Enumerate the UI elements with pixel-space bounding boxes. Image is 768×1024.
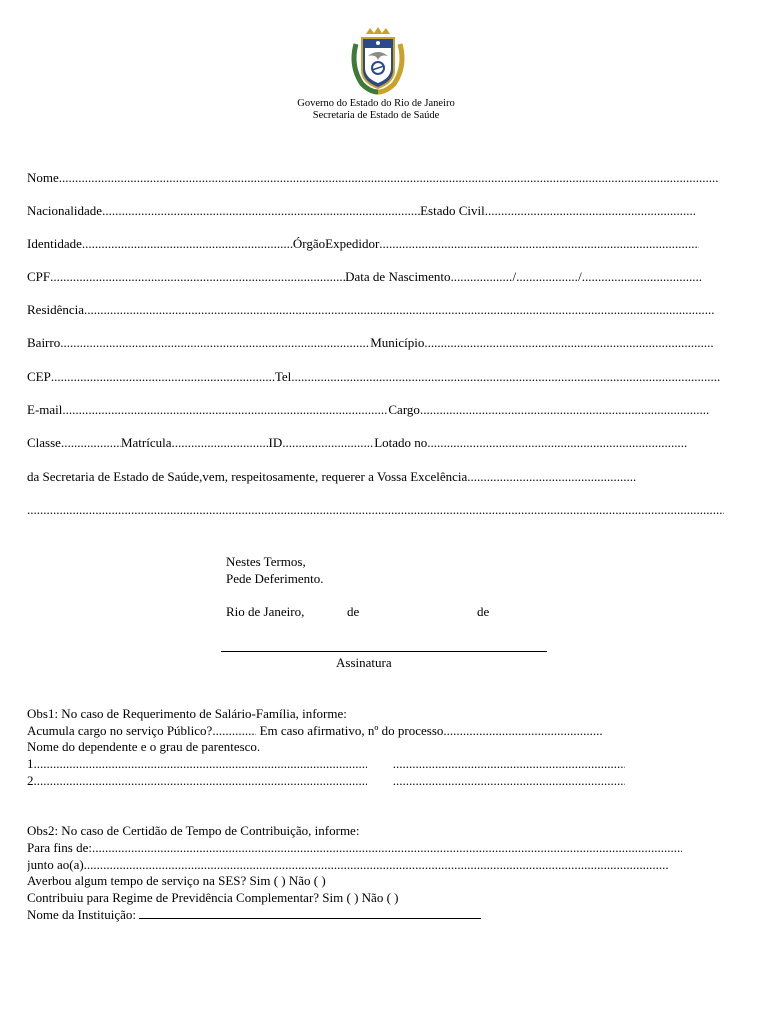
- obs2-instituicao-label: Nome da Instituição:: [27, 907, 140, 922]
- matricula-label: Matrícula: [120, 435, 172, 450]
- identidade-row[interactable]: [27, 235, 724, 252]
- requerimento-continuation[interactable]: [27, 501, 724, 518]
- municipio-label: Município: [370, 335, 425, 350]
- cpf-row[interactable]: CPF..... Data de Nascimento..... /..... /.....: [27, 268, 724, 285]
- nacionalidade-row[interactable]: [27, 202, 724, 219]
- cep-row[interactable]: [27, 368, 724, 385]
- data-nascimento-label: Data de Nascimento: [345, 269, 451, 284]
- obs2-instituicao-line[interactable]: [139, 907, 481, 919]
- signature-line[interactable]: [221, 651, 547, 652]
- obs1-title: Obs1: No caso de Requerimento de Salário-Família, informe:: [27, 706, 347, 721]
- obs2-contribuiu[interactable]: Contribuiu para Regime de Previdência Complementar? Sim ( ) Não ( ): [27, 890, 399, 905]
- obs2-instituicao-row[interactable]: [27, 907, 481, 923]
- obs1-item-1-number: 1.: [27, 756, 37, 771]
- state-coat-of-arms-icon: [348, 26, 408, 96]
- estado-civil-label: Estado Civil: [420, 203, 485, 218]
- id-label: ID: [268, 435, 283, 450]
- classe-label: Classe: [27, 435, 61, 450]
- tel-label: Tel: [274, 369, 292, 384]
- obs2-junto-label: junto ao(a): [27, 857, 84, 872]
- cargo-label: Cargo: [388, 402, 420, 417]
- residencia-field[interactable]: [27, 301, 724, 318]
- header-government: Governo do Estado do Rio de Janeiro: [297, 98, 455, 109]
- pede-deferimento: Pede Deferimento.: [226, 571, 324, 586]
- local-data-de-2: de: [477, 604, 490, 619]
- cep-label: CEP: [27, 369, 51, 384]
- obs1-acumula-row[interactable]: [27, 722, 697, 739]
- bairro-label: Bairro: [27, 335, 61, 350]
- obs1-acumula-label: Acumula cargo no serviço Público?: [27, 723, 213, 738]
- orgao-expedidor-label: ÓrgãoExpedidor: [292, 236, 380, 251]
- nome-label: Nome: [27, 170, 59, 185]
- bairro-row[interactable]: [27, 334, 724, 351]
- obs1-dependente-label: Nome do dependente e o grau de parentesco.: [27, 739, 261, 754]
- email-label: E-mail: [27, 402, 63, 417]
- obs2-para-fins-row[interactable]: [27, 839, 687, 856]
- local-data-city: Rio de Janeiro,: [226, 604, 305, 619]
- email-row[interactable]: [27, 401, 724, 418]
- requerimento-row[interactable]: [27, 468, 724, 485]
- identidade-label: Identidade: [27, 236, 82, 251]
- nome-field[interactable]: [27, 169, 724, 186]
- header-secretariat: Secretaria de Estado de Saúde: [312, 110, 440, 121]
- obs1-dependente-1[interactable]: [27, 755, 637, 772]
- obs2-averbou[interactable]: Averbou algum tempo de serviço na SES? Sim ( ) Não ( ): [27, 873, 326, 888]
- obs1-dependente-2[interactable]: [27, 772, 637, 789]
- signature-label: Assinatura: [336, 655, 392, 670]
- obs2-title: Obs2: No caso de Certidão de Tempo de Contribuição, informe:: [27, 823, 360, 838]
- lotado-label: Lotado no: [374, 435, 428, 450]
- obs1-processo-label: Em caso afirmativo, nº do processo: [259, 723, 444, 738]
- requerimento-text: da Secretaria de Estado de Saúde,vem, respeitosamente, requerer a Vossa Excelência: [27, 469, 468, 484]
- obs1-item-2-number: 2.: [27, 773, 37, 788]
- residencia-label: Residência: [27, 302, 85, 317]
- nestes-termos: Nestes Termos,: [226, 554, 306, 569]
- local-data-de-1: de: [347, 604, 360, 619]
- obs2-para-fins-label: Para fins de:: [27, 840, 92, 855]
- obs2-junto-row[interactable]: [27, 856, 687, 873]
- classe-row[interactable]: [27, 434, 724, 451]
- nacionalidade-label: Nacionalidade: [27, 203, 103, 218]
- cpf-label: CPF: [27, 269, 51, 284]
